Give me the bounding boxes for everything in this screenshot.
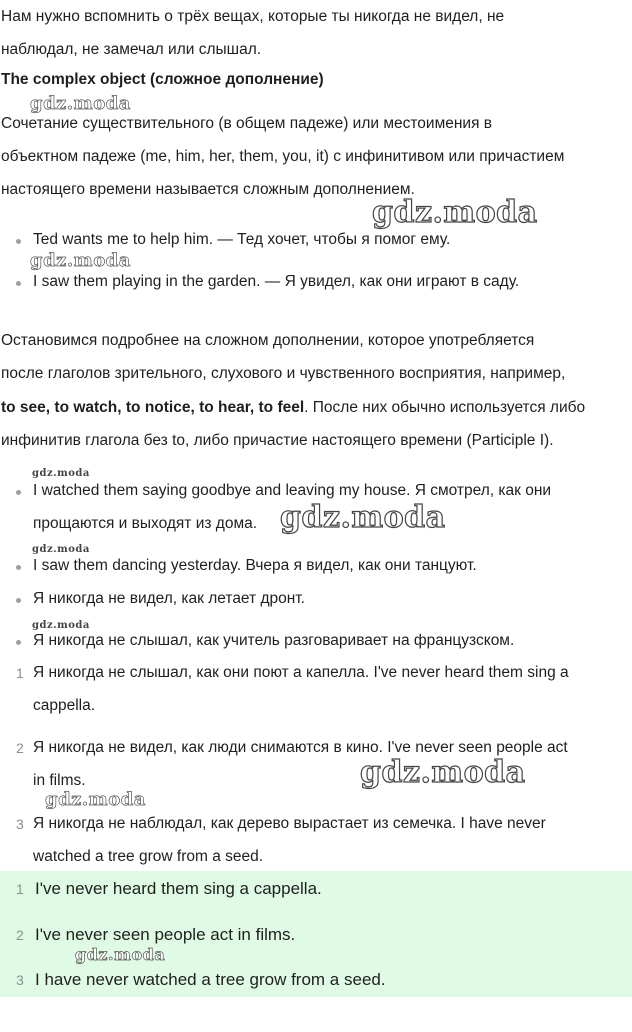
answer-text: I have never watched a tree grow from a seed. <box>35 970 386 989</box>
task-line-2: cappella. <box>33 697 96 714</box>
bullet-icon <box>16 490 21 495</box>
watermark-logo: gdz.moda <box>32 544 90 555</box>
watermark-logo: gdz.moda <box>32 468 90 479</box>
task-number: 2 <box>16 740 24 756</box>
answer-number: 1 <box>16 881 24 897</box>
watermark-logo: gdz.moda <box>360 755 526 790</box>
bullet-icon <box>16 239 21 244</box>
example-item: I saw them dancing yesterday. Вчера я видел, как они танцуют. <box>33 557 477 574</box>
watermark-logo: gdz.moda <box>280 500 446 535</box>
bullet-icon <box>16 281 21 286</box>
intro-line-2: наблюдал, не замечал или слышал. <box>1 41 262 58</box>
task-line-1: Я никогда не видел, как люди снимаются в кино. I've never seen people act <box>33 739 568 756</box>
bullet-icon <box>16 598 21 603</box>
paragraph-line-2: после глаголов зрительного, слухового и чувственного восприятия, например, <box>1 365 566 382</box>
verbs-list: to see, to watch, to notice, to hear, to feel <box>1 399 305 416</box>
section-heading: The complex object (сложное дополнение) <box>1 71 324 88</box>
example-item-cont: прощаются и выходят из дома. <box>33 515 258 532</box>
paragraph-line-3-rest: . После них обычно используется либо <box>304 399 586 416</box>
bullet-icon <box>16 565 21 570</box>
task-line-1: Я никогда не слышал, как они поют а капелла. I've never heard them sing a <box>33 664 569 681</box>
example-item: I watched them saying goodbye and leaving my house. Я смотрел, как они <box>33 482 552 499</box>
definition-line-2: объектном падеже (me, him, her, them, you, it) с инфинитивом или причастием <box>1 148 565 165</box>
answer-number: 2 <box>16 927 24 943</box>
task-number: 1 <box>16 665 24 681</box>
bullet-icon <box>16 640 21 645</box>
answer-text: I've never heard them sing a cappella. <box>35 879 322 898</box>
answer-number: 3 <box>16 972 24 988</box>
example-item: Я никогда не видел, как летает дронт. <box>33 590 305 607</box>
watermark-logo: gdz.moda <box>30 93 131 114</box>
intro-line-1: Нам нужно вспомнить о трёх вещах, которые ты никогда не видел, не <box>1 8 505 25</box>
watermark-logo: gdz.moda <box>30 250 131 271</box>
paragraph-line-3 <box>1 397 585 419</box>
task-number: 3 <box>16 816 24 832</box>
watermark-logo: gdz.moda <box>75 945 166 964</box>
watermark-logo: gdz.moda <box>372 195 538 230</box>
watermark-logo: gdz.moda <box>32 620 90 631</box>
definition-line-1: Сочетание существительного (в общем падеже) или местоимения в <box>1 115 493 132</box>
example-item: I saw them playing in the garden. — Я увидел, как они играют в саду. <box>33 273 520 290</box>
paragraph-line-4: инфинитив глагола без to, либо причастие настоящего времени (Participle I). <box>1 432 554 449</box>
watermark-logo: gdz.moda <box>45 789 146 810</box>
example-item: Ted wants me to help him. — Тед хочет, чтобы я помог ему. <box>33 231 451 248</box>
example-item: Я никогда не слышал, как учитель разговаривает на французском. <box>33 632 515 649</box>
task-line-1: Я никогда не наблюдал, как дерево вырастает из семечка. I have never <box>33 815 546 832</box>
paragraph-line-1: Остановимся подробнее на сложном дополнении, которое употребляется <box>1 332 535 349</box>
task-line-2: in films. <box>33 772 86 789</box>
definition-line-3: настоящего времени называется сложным дополнением. <box>1 181 415 198</box>
task-line-2: watched a tree grow from a seed. <box>33 848 264 865</box>
answer-text: I've never seen people act in films. <box>35 925 296 944</box>
